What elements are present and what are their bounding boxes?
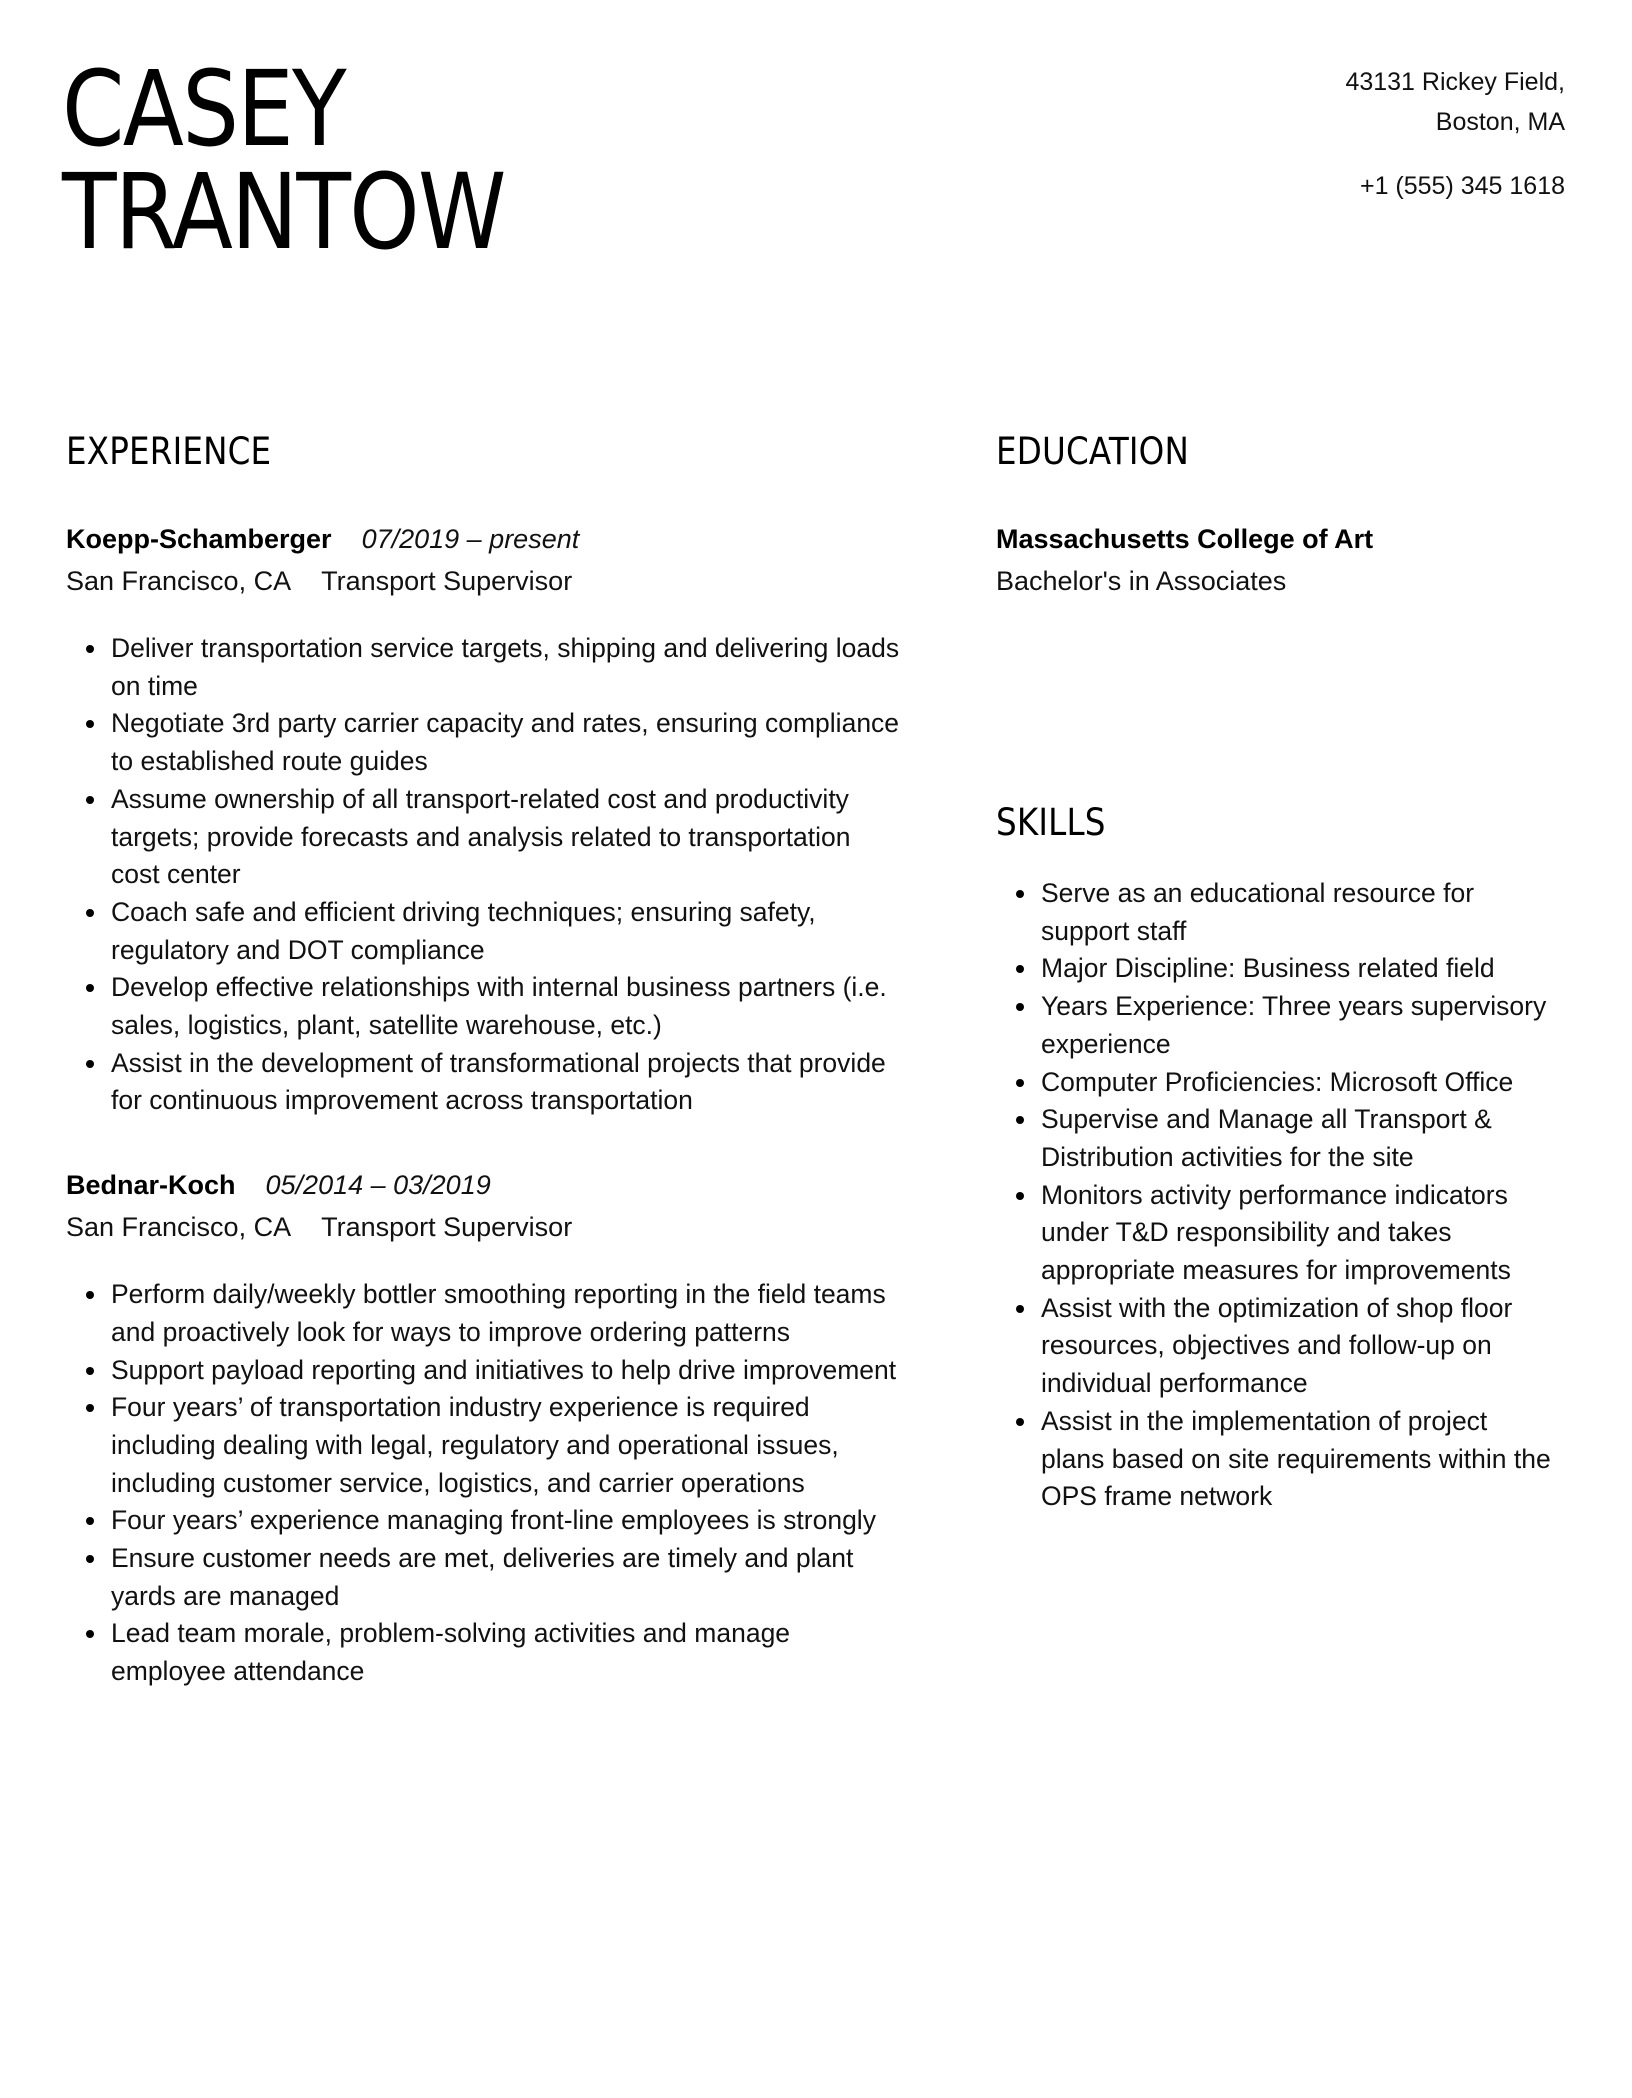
bullet-icon [86,645,94,653]
list-item-text: Years Experience: Three years supervisory experience [1041,991,1547,1059]
list-item [66,1540,901,1615]
job-location: San Francisco, CA [66,1212,292,1243]
list-item-text: Assist in the development of transformational projects that provide for continuous improvement across transportation [111,1047,886,1116]
list-item [66,1389,901,1502]
job-role: Transport Supervisor [321,566,573,596]
list-item [66,1045,901,1120]
job-company: Koepp-Schamberger [66,524,332,554]
experience-heading: EXPERIENCE [66,430,272,473]
job-entry [66,1164,946,1691]
list-item-text: Lead team morale, problem-solving activities and manage employee attendance [111,1618,791,1687]
bullet-icon [86,1404,94,1412]
bullet-icon [1016,1116,1024,1124]
address-line-1: 43131 Rickey Field, [1345,68,1565,96]
job-meta [66,1206,946,1248]
skills-list [996,875,1556,1516]
list-item [66,630,901,705]
candidate-name [62,48,505,273]
list-item [996,1064,1556,1102]
bullet-icon [86,796,94,804]
bullet-icon [86,984,94,992]
job-location: San Francisco, CA [66,566,292,596]
list-item [66,1276,901,1351]
bullet-icon [1016,1305,1024,1313]
job-bullet-list [66,630,901,1120]
job-header [66,518,946,560]
job-dates: 05/2014 – 03/2019 [265,1170,491,1201]
phone-number: +1 (555) 345 1618 [1359,172,1565,200]
bullet-icon [86,1517,94,1525]
contact-info [1345,62,1565,206]
list-item-text: Coach safe and efficient driving techniques; ensuring safety, regulatory and DOT compliance [111,896,816,965]
list-item-text: Ensure customer needs are met, deliveries are timely and plant yards are managed [111,1543,854,1611]
education-heading: EDUCATION [996,430,1190,473]
list-item [66,781,901,894]
job-meta [66,560,946,602]
bullet-icon [1016,1192,1024,1200]
list-item [996,875,1556,950]
list-item [996,988,1556,1063]
education-degree: Bachelor's in Associates [996,566,1287,596]
list-item-text: Assist with the optimization of shop floor resources, objectives and follow-up on individual performance [1041,1292,1513,1399]
list-item-text: Develop effective relationships with internal business partners (i.e. sales, logistics, plant, satellite warehouse, etc.) [111,972,887,1041]
bullet-icon [86,1291,94,1299]
list-item-text: Monitors activity performance indicators under T&D responsibility and takes appropriate measures for improvements [1041,1179,1511,1286]
list-item-text: Computer Proficiencies: Microsoft Office [1041,1066,1514,1097]
bullet-icon [86,909,94,917]
list-item [66,969,901,1044]
job-header [66,1164,946,1206]
list-item [66,1352,901,1390]
list-item [66,705,901,780]
list-item [996,1177,1556,1290]
list-item [996,1101,1556,1176]
bullet-icon [86,1367,94,1375]
right-column [996,428,1566,1512]
bullet-icon [86,1630,94,1638]
job-dates: 07/2019 – present [361,524,580,554]
list-item-text: Four years’ experience managing front-line employees is strongly [111,1505,876,1536]
list-item-text: Four years’ of transportation industry experience is required including dealing with legal, regulatory and operational issues, including customer service, logistics, and carrier operations [111,1392,839,1498]
job-entry [66,518,946,1120]
list-item-text: Deliver transportation service targets, shipping and delivering loads on time [111,633,900,701]
list-item [66,894,901,969]
list-item [66,1502,901,1540]
job-bullet-list [66,1276,901,1691]
address-line-2: Boston, MA [1435,108,1565,136]
skills-heading: SKILLS [996,801,1106,844]
job-role: Transport Supervisor [321,1212,573,1243]
name-last: TRANTOW [62,151,505,273]
bullet-icon [1016,1079,1024,1087]
list-item-text: Major Discipline: Business related field [1041,953,1495,984]
bullet-icon [1016,1003,1024,1011]
bullet-icon [86,1555,94,1563]
list-item-text: Serve as an educational resource for support staff [1041,878,1475,946]
name-first: CASEY [62,48,345,170]
list-item-text: Negotiate 3rd party carrier capacity and rates, ensuring compliance to established route guides [111,708,900,777]
bullet-icon [86,720,94,728]
skills-section [996,799,1566,1516]
list-item [996,1403,1556,1516]
list-item-text: Supervise and Manage all Transport & Distribution activities for the site [1041,1104,1492,1172]
list-item-text: Perform daily/weekly bottler smoothing reporting in the field teams and proactively look for ways to improve ordering patterns [111,1279,886,1347]
bullet-icon [1016,890,1024,898]
list-item-text: Support payload reporting and initiatives to help drive improvement [111,1354,897,1385]
list-item [996,1290,1556,1403]
experience-section [66,428,946,1691]
list-item-text: Assist in the implementation of project plans based on site requirements within the OPS frame network [1041,1405,1551,1512]
education-school: Massachusetts College of Art [996,524,1374,554]
list-item-text: Assume ownership of all transport-related cost and productivity targets; provide forecasts and analysis related to transportation cost center [111,783,851,890]
bullet-icon [1016,965,1024,973]
job-company: Bednar-Koch [66,1170,236,1201]
education-section [996,428,1566,602]
bullet-icon [1016,1418,1024,1426]
list-item [996,950,1556,988]
list-item [66,1615,901,1690]
bullet-icon [86,1060,94,1068]
